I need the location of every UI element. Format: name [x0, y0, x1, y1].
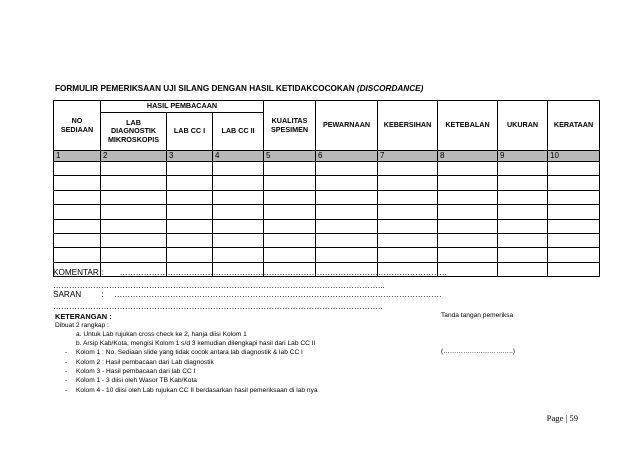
- table-cell[interactable]: [54, 176, 101, 190]
- table-cell[interactable]: [54, 162, 101, 176]
- table-cell[interactable]: [438, 233, 498, 247]
- column-number: 8: [438, 151, 498, 162]
- table-cell[interactable]: [316, 248, 378, 262]
- table-row: [54, 219, 600, 233]
- table-cell[interactable]: [378, 205, 438, 219]
- table-cell[interactable]: [548, 233, 600, 247]
- table-cell[interactable]: [101, 205, 167, 219]
- table-cell[interactable]: [264, 162, 316, 176]
- col-header-lab-diagnostik: LAB DIAGNOSTIK MIKROSKOPIS: [101, 113, 167, 151]
- table-cell[interactable]: [378, 219, 438, 233]
- table-cell[interactable]: [264, 176, 316, 190]
- keterangan-label: KETERANGAN :: [55, 312, 112, 321]
- table-cell[interactable]: [548, 190, 600, 204]
- col-header-ketebalan: KETEBALAN: [438, 101, 498, 151]
- table-cell[interactable]: [101, 162, 167, 176]
- column-number: 9: [498, 151, 548, 162]
- table-cell[interactable]: [548, 219, 600, 233]
- table-cell[interactable]: [264, 248, 316, 262]
- col-header-kebersihan: KEBERSIHAN: [378, 101, 438, 151]
- table-cell[interactable]: [213, 219, 264, 233]
- komentar-dots: ……………………………………………………………………………………………………………: [119, 268, 448, 277]
- saran-line-2: [53, 302, 383, 311]
- table-cell[interactable]: [438, 248, 498, 262]
- table-cell[interactable]: [548, 162, 600, 176]
- table-cell[interactable]: [438, 190, 498, 204]
- saran-dots: ……………………………………………………………………………………………………………: [114, 290, 442, 299]
- keterangan-bullet: - Kolom 3 - Hasil pembacaan dari lab CC I: [76, 368, 195, 375]
- blank-rows: [54, 162, 600, 277]
- table-cell[interactable]: [498, 248, 548, 262]
- table-cell[interactable]: [167, 248, 213, 262]
- table-cell[interactable]: [378, 162, 438, 176]
- table-cell[interactable]: [548, 205, 600, 219]
- keterangan-item-a: a. Untuk Lab rujukan cross check ke 2, hanja diisi Kolom 1: [76, 331, 247, 338]
- keterangan-bullet: - Kolom 4 - 10 diisi oleh Lab rujukan CC II berdasarkan hasil pemeriksaan di lab nya: [76, 387, 318, 394]
- table-cell[interactable]: [54, 219, 101, 233]
- table-cell[interactable]: [498, 205, 548, 219]
- table-cell[interactable]: [498, 162, 548, 176]
- page-number: Page | 59: [546, 413, 578, 423]
- col-header-lab-cc-1: LAB CC I: [167, 113, 213, 151]
- table-row: [54, 233, 600, 247]
- column-number: 6: [316, 151, 378, 162]
- komentar-line: [53, 268, 447, 277]
- table-cell[interactable]: [498, 262, 548, 276]
- table-cell[interactable]: [316, 233, 378, 247]
- col-header-ukuran: UKURAN: [498, 101, 548, 151]
- table-cell[interactable]: [54, 205, 101, 219]
- column-number: 10: [548, 151, 600, 162]
- saran-label: SARAN: [53, 290, 82, 299]
- table-cell[interactable]: [213, 176, 264, 190]
- column-number: 5: [264, 151, 316, 162]
- group-header-hasil-pembacaan: HASIL PEMBACAAN: [101, 101, 264, 113]
- table-cell[interactable]: [167, 176, 213, 190]
- table-cell[interactable]: [167, 162, 213, 176]
- col-header-no-sediaan: NO SEDIAAN: [54, 101, 101, 151]
- signature-label: Tanda tangan pemeriksa: [441, 312, 514, 319]
- keterangan-item-b: b. Arsip Kab/Kota, mengisi Kolom 1 s/d 3 kemudian dilengkapi hasil dari Lab CC II: [76, 340, 316, 347]
- table-cell[interactable]: [213, 248, 264, 262]
- crosscheck-table: [53, 100, 600, 277]
- table-cell[interactable]: [316, 190, 378, 204]
- signature-line: (…………………………..): [441, 348, 515, 355]
- table-cell[interactable]: [548, 176, 600, 190]
- table-cell[interactable]: [378, 190, 438, 204]
- table-cell[interactable]: [213, 205, 264, 219]
- table-cell[interactable]: [101, 248, 167, 262]
- saran-dots-2: …………………………………………………………………………………………………………….: [53, 302, 383, 311]
- saran-separator: :: [101, 290, 104, 299]
- col-header-kerataan: KERATAAN: [548, 101, 600, 151]
- table-cell[interactable]: [378, 233, 438, 247]
- table-cell[interactable]: [167, 190, 213, 204]
- column-number-row: [54, 151, 600, 162]
- table-cell[interactable]: [264, 219, 316, 233]
- table-cell[interactable]: [438, 176, 498, 190]
- column-number: 2: [101, 151, 167, 162]
- col-header-lab-cc-2: LAB CC II: [213, 113, 264, 151]
- table-cell[interactable]: [498, 190, 548, 204]
- table-cell[interactable]: [167, 219, 213, 233]
- col-header-pewarnaan: PEWARNAAN: [316, 101, 378, 151]
- keterangan-intro: Dibuat 2 rangkap :: [55, 322, 109, 329]
- table-cell[interactable]: [213, 162, 264, 176]
- table-row: [54, 248, 600, 262]
- table-cell[interactable]: [548, 248, 600, 262]
- table-cell[interactable]: [438, 205, 498, 219]
- table-cell[interactable]: [101, 233, 167, 247]
- column-number: 7: [378, 151, 438, 162]
- table-cell[interactable]: [378, 176, 438, 190]
- komentar-dots-2: ……………………………………………………………………………………………………………..: [53, 281, 385, 290]
- column-number: 4: [213, 151, 264, 162]
- table-cell[interactable]: [498, 176, 548, 190]
- table-cell[interactable]: [54, 233, 101, 247]
- col-header-kualitas-spesimen: KUALITAS SPESIMEN: [264, 101, 316, 151]
- table-cell[interactable]: [167, 205, 213, 219]
- table-cell[interactable]: [316, 205, 378, 219]
- table-cell[interactable]: [167, 233, 213, 247]
- table-cell[interactable]: [54, 248, 101, 262]
- table-cell[interactable]: [316, 176, 378, 190]
- table-cell[interactable]: [264, 205, 316, 219]
- form-title: [55, 84, 423, 93]
- komentar-label: KOMENTAR :: [53, 268, 104, 277]
- table-cell[interactable]: [101, 176, 167, 190]
- keterangan-bullet: - Kolom 2 : Hasil pembacaan dari Lab diagnostik: [76, 359, 214, 366]
- table-row: [54, 162, 600, 176]
- table-cell[interactable]: [438, 219, 498, 233]
- table-cell[interactable]: [264, 190, 316, 204]
- table-cell[interactable]: [498, 219, 548, 233]
- table-cell[interactable]: [316, 219, 378, 233]
- column-number: 3: [167, 151, 213, 162]
- table-cell[interactable]: [54, 190, 101, 204]
- table-row: [54, 205, 600, 219]
- keterangan-bullet: - Kolom 1 - 3 diisi oleh Wasor TB Kab/Kota: [76, 377, 197, 384]
- table-cell[interactable]: [438, 162, 498, 176]
- table-cell[interactable]: [213, 190, 264, 204]
- table-cell[interactable]: [378, 248, 438, 262]
- table-row: [54, 176, 600, 190]
- form-title-main: FORMULIR PEMERIKSAAN UJI SILANG DENGAN HASIL KETIDAKCOCOKAN: [55, 84, 357, 93]
- table-cell[interactable]: [264, 233, 316, 247]
- form-title-italic: (DISCORDANCE): [356, 84, 424, 93]
- table-cell[interactable]: [548, 262, 600, 276]
- keterangan-bullet: - Kolom 1 : No. Sediaan slide yang tidak cocok antara lab diagnostik & lab CC I: [76, 349, 303, 356]
- table-cell[interactable]: [101, 219, 167, 233]
- table-cell[interactable]: [498, 233, 548, 247]
- saran-line: [53, 290, 442, 299]
- table-cell[interactable]: [101, 190, 167, 204]
- table-row: [54, 190, 600, 204]
- table-cell[interactable]: [213, 233, 264, 247]
- column-number: 1: [54, 151, 101, 162]
- komentar-line-2: [53, 281, 385, 290]
- table-cell[interactable]: [316, 162, 378, 176]
